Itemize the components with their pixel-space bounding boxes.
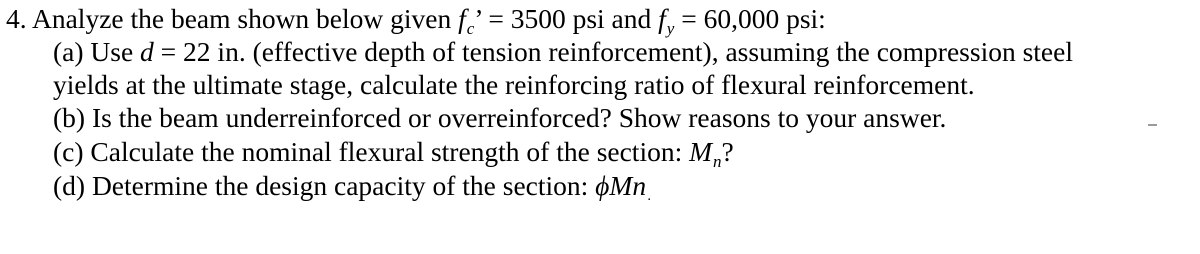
part-c bbox=[53, 136, 734, 172]
stray-dash-mark bbox=[1148, 124, 1157, 126]
mn-subscript: n bbox=[713, 152, 722, 171]
phi-mn-symbol: M bbox=[609, 170, 633, 201]
fc-value: = 3500 psi and bbox=[481, 3, 659, 34]
part-d-suffix: . bbox=[647, 187, 652, 204]
part-b bbox=[53, 102, 946, 134]
part-c-suffix: ? bbox=[721, 136, 734, 167]
fy-subscript: y bbox=[666, 19, 675, 38]
fc-subscript: c bbox=[466, 19, 475, 38]
part-d-text: (d) Determine the design capacity of the section: bbox=[53, 170, 596, 201]
part-a-line-2 bbox=[53, 69, 975, 101]
d-symbol: d bbox=[140, 36, 154, 67]
fy-value: = 60,000 psi: bbox=[674, 3, 826, 34]
problem-intro: Analyze the beam shown below given bbox=[31, 3, 452, 34]
problem-number: 4. bbox=[6, 3, 27, 34]
part-a-text-1: = 22 in. (effective depth of tension reinforcement), assuming the compression steel bbox=[153, 36, 1073, 67]
part-a-text-2: yields at the ultimate stage, calculate the reinforcing ratio of flexural reinforcement. bbox=[53, 69, 975, 100]
part-c-text: (c) Calculate the nominal flexural strength of the section: bbox=[53, 136, 690, 167]
part-d bbox=[53, 170, 651, 207]
fc-symbol: f bbox=[458, 3, 466, 34]
phi-symbol: ϕ bbox=[595, 170, 610, 201]
fy-symbol: f bbox=[658, 3, 666, 34]
mn-symbol: M bbox=[689, 136, 713, 167]
fc-prime: ’ bbox=[474, 3, 482, 34]
part-a-line-1 bbox=[53, 36, 1073, 68]
part-a-prefix: (a) Use bbox=[53, 36, 141, 67]
phi-mn-subscript: n bbox=[632, 170, 647, 201]
part-b-text: (b) Is the beam underreinforced or overreinforced? Show reasons to your answer. bbox=[53, 102, 947, 133]
problem-statement bbox=[6, 3, 826, 39]
